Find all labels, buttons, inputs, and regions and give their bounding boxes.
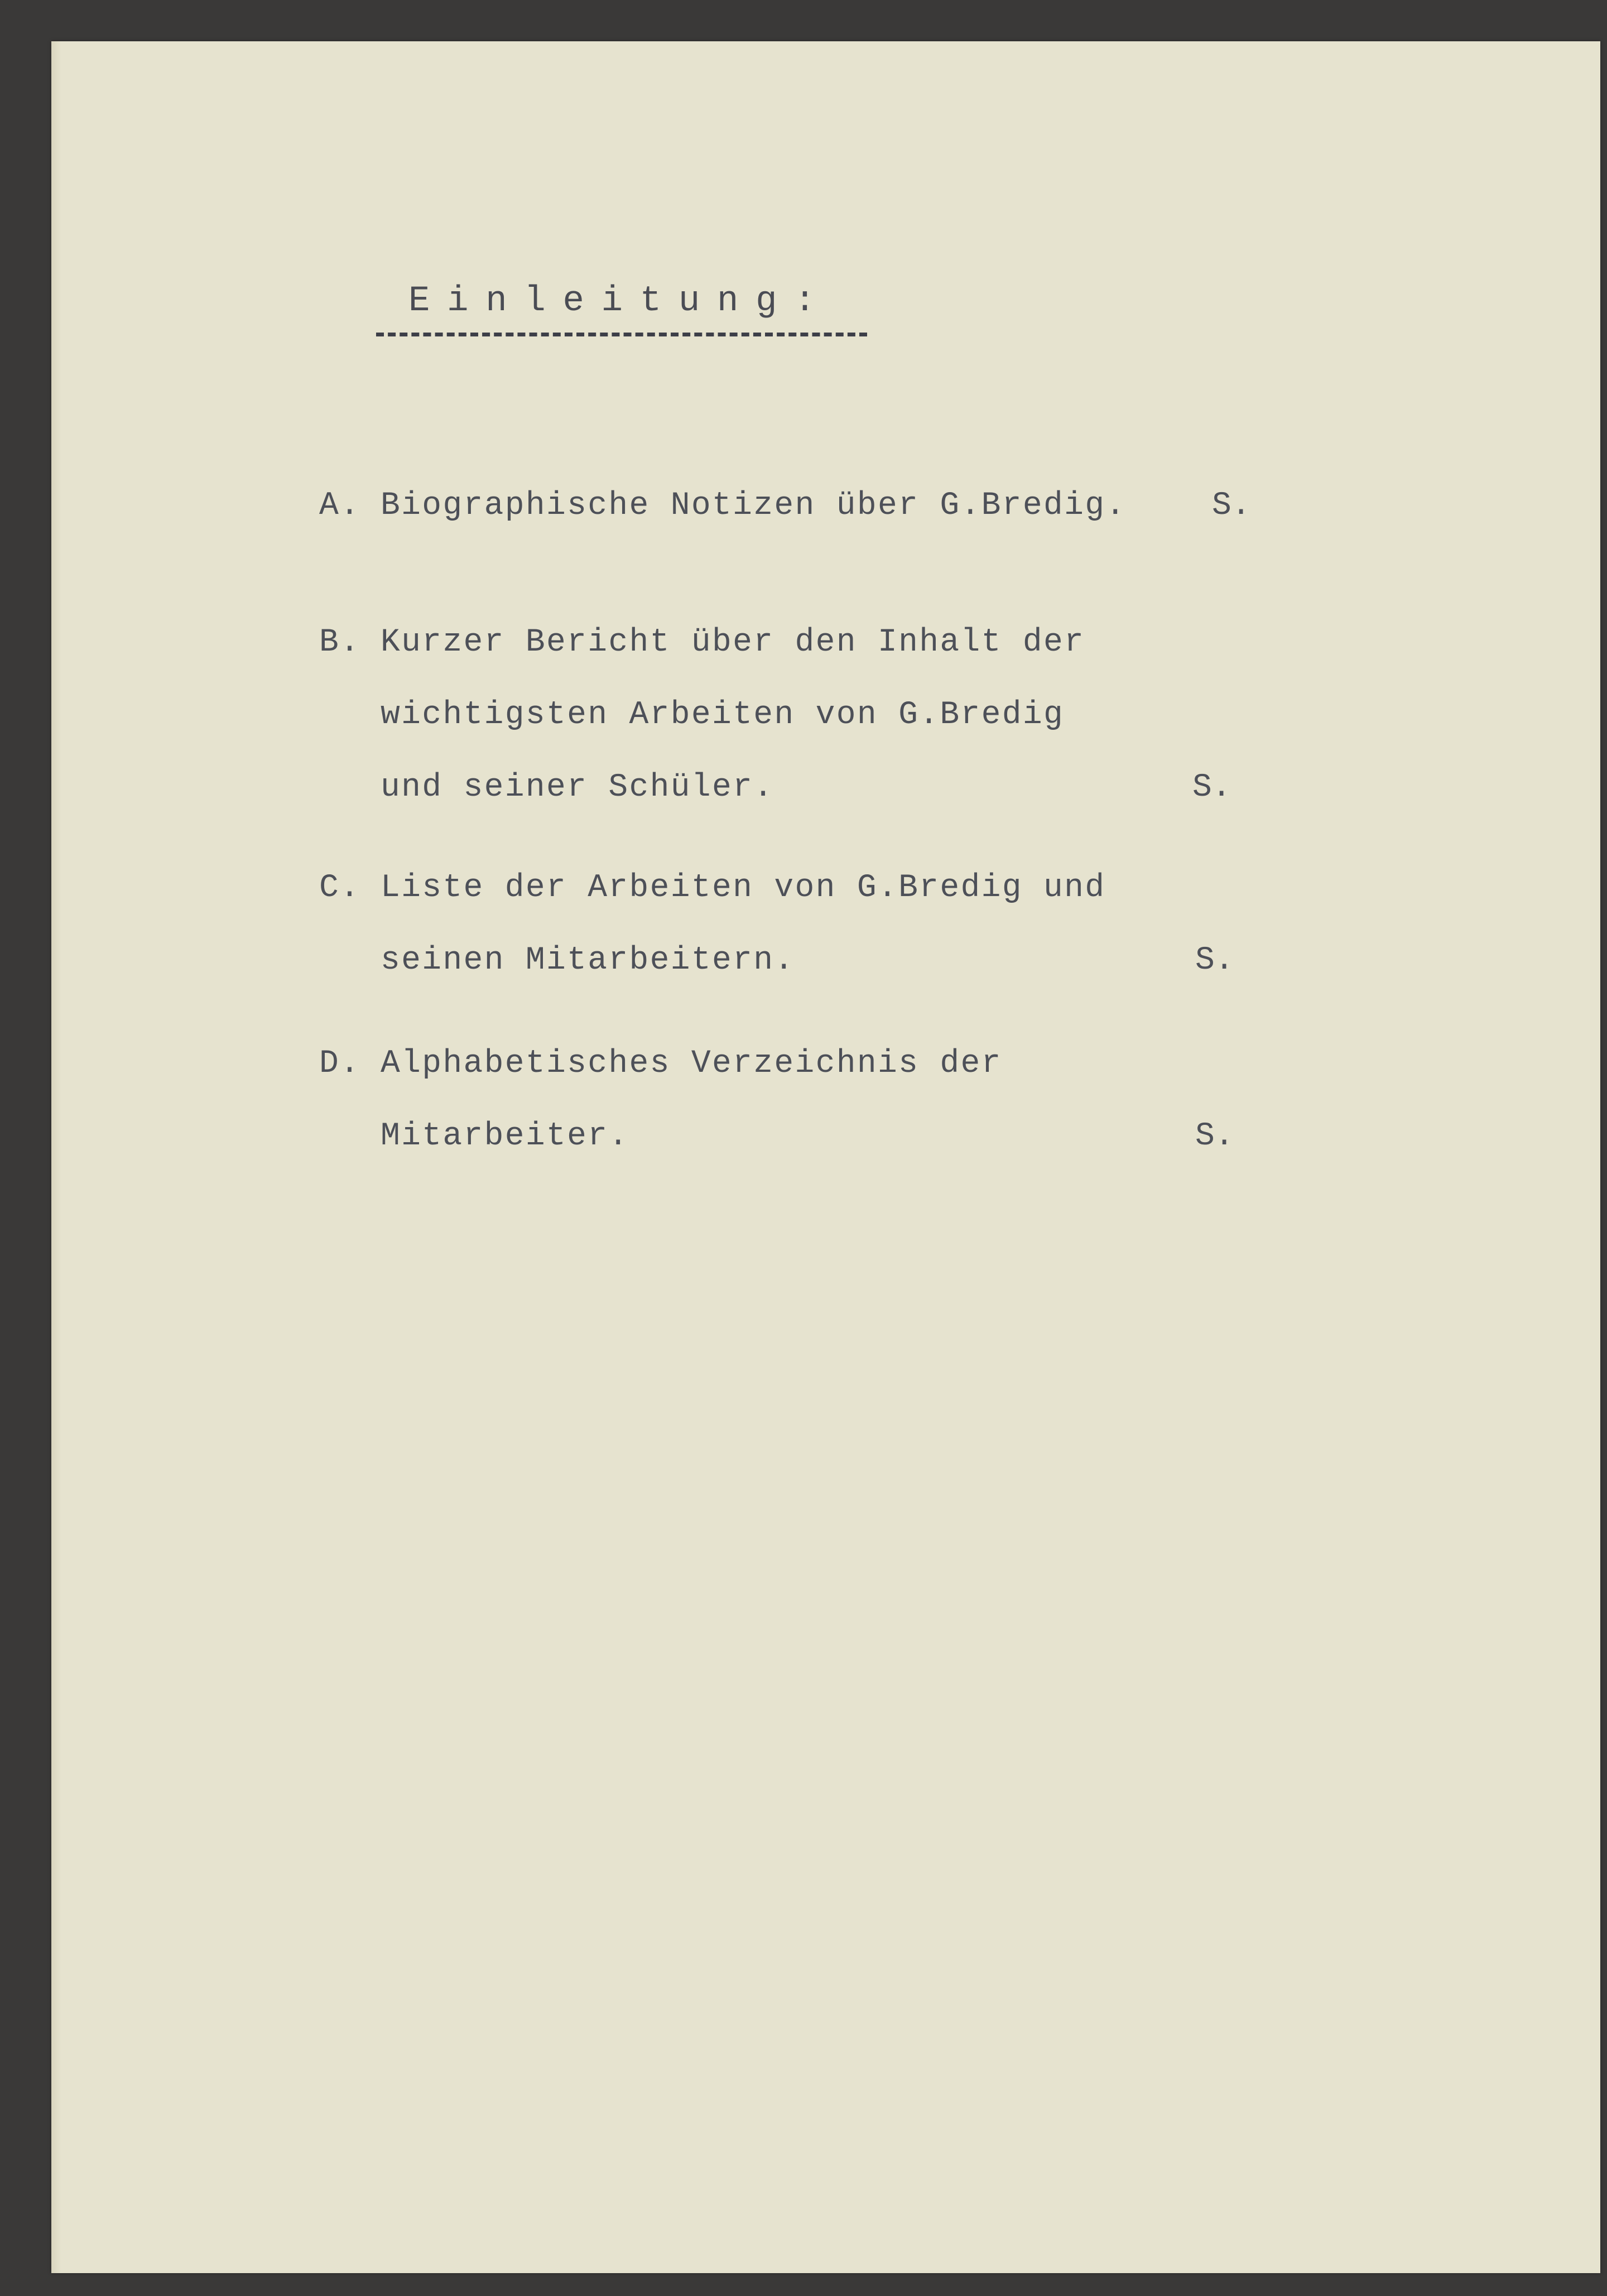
- toc-marker: D.: [319, 1046, 361, 1082]
- toc-marker: C.: [319, 870, 361, 906]
- page-heading: Einleitung:: [408, 281, 833, 321]
- table-of-contents: [51, 41, 1600, 2273]
- toc-entry-continuation: und seiner Schüler.: [381, 769, 774, 806]
- page-reference: S.: [1195, 942, 1234, 979]
- page-reference: S.: [1192, 769, 1231, 806]
- toc-entry-text: Biographische Notizen über G.Bredig.: [381, 488, 1127, 524]
- toc-marker: A.: [319, 488, 361, 524]
- toc-entry-continuation: Mitarbeiter.: [381, 1118, 629, 1154]
- page-reference: S.: [1195, 1118, 1234, 1154]
- toc-entry-continuation: seinen Mitarbeitern.: [381, 942, 795, 979]
- toc-marker: B.: [319, 624, 361, 661]
- toc-entry-continuation: wichtigsten Arbeiten von G.Bredig: [381, 697, 1065, 733]
- page-reference: S.: [1212, 488, 1251, 524]
- document-page: [51, 41, 1600, 2273]
- toc-entry-text: Liste der Arbeiten von G.Bredig und: [381, 870, 1106, 906]
- toc-entry-text: Alphabetisches Verzeichnis der: [381, 1046, 1002, 1082]
- toc-entry-text: Kurzer Bericht über den Inhalt der: [381, 624, 1085, 661]
